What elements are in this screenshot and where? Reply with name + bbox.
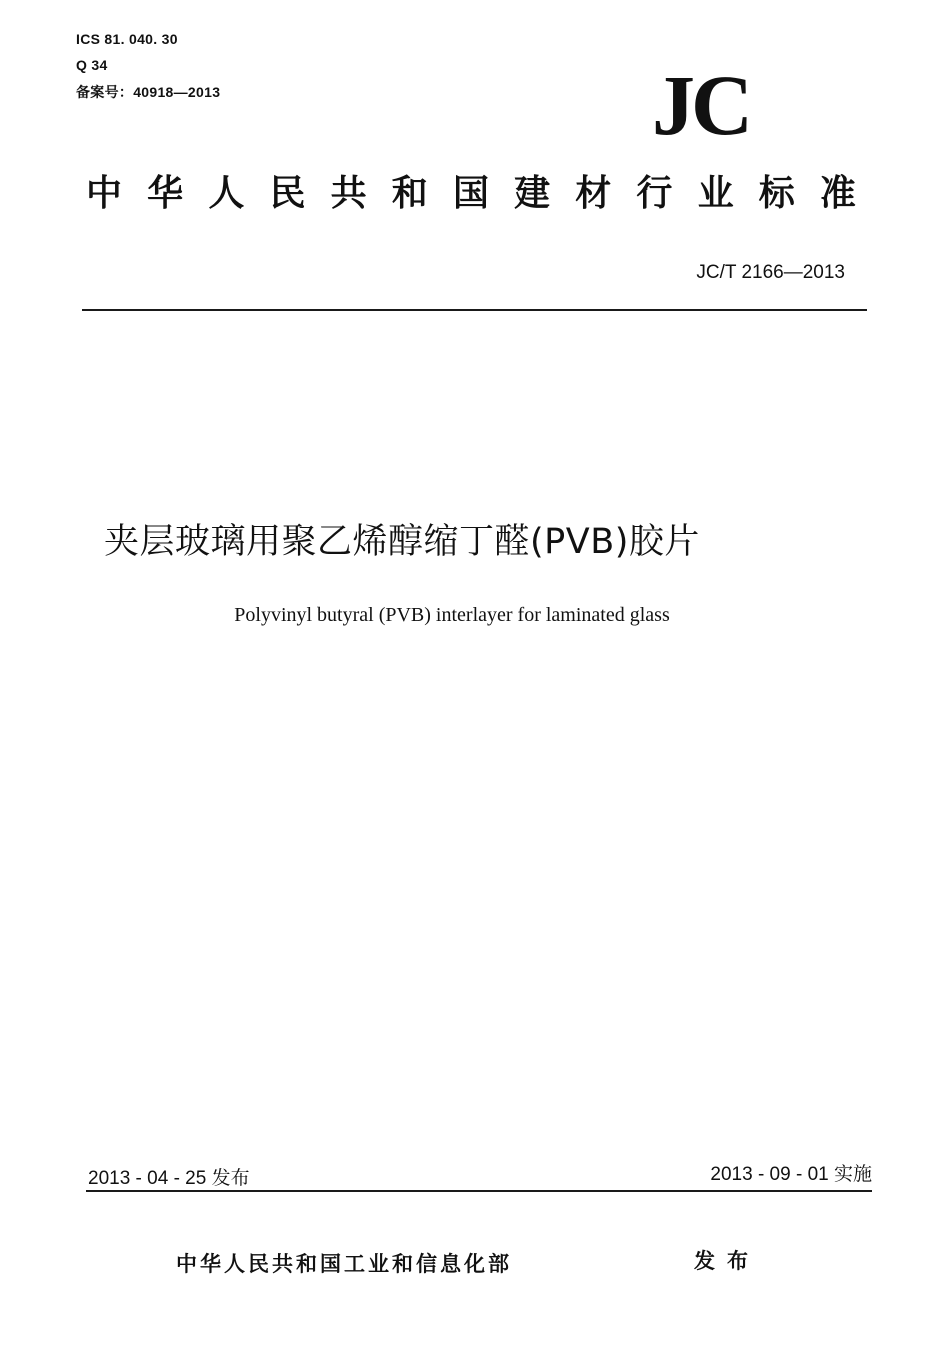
- issue-date: 2013 - 04 - 25 发布: [88, 1168, 250, 1189]
- category-char: 标: [758, 173, 795, 214]
- publisher-name: 中华人民共和国工业和信息化部: [176, 1252, 512, 1276]
- category-char: 中: [86, 173, 123, 214]
- category-char: 行: [636, 173, 673, 214]
- footer-divider: [86, 1190, 872, 1192]
- category-char: 材: [575, 173, 612, 214]
- category-char: 人: [208, 173, 245, 214]
- category-char: 建: [514, 173, 551, 214]
- category-char: 民: [269, 173, 306, 214]
- category-char: 国: [452, 173, 489, 214]
- category-char: 和: [391, 173, 428, 214]
- registration-number: 备案号：40918—2013: [76, 84, 221, 100]
- category-char: 共: [330, 173, 367, 214]
- standard-category-title: [86, 170, 856, 218]
- category-char: 华: [147, 173, 184, 214]
- category-char: 业: [697, 173, 734, 214]
- jc-logo: JC: [652, 57, 750, 153]
- document-title-english: Polyvinyl butyral (PVB) interlayer for laminated glass: [234, 604, 670, 626]
- document-title-chinese: 夹层玻璃用聚乙烯醇缩丁醛(PVB)胶片: [104, 522, 700, 562]
- ics-code: ICS 81. 040. 30: [76, 31, 178, 47]
- implementation-date: 2013 - 09 - 01 实施: [710, 1164, 872, 1185]
- publish-label: 发布: [694, 1249, 760, 1273]
- classification-code: Q 34: [76, 57, 108, 73]
- header-divider: [82, 309, 867, 311]
- standard-number: JC/T 2166—2013: [696, 262, 845, 283]
- category-char: 准: [819, 173, 856, 214]
